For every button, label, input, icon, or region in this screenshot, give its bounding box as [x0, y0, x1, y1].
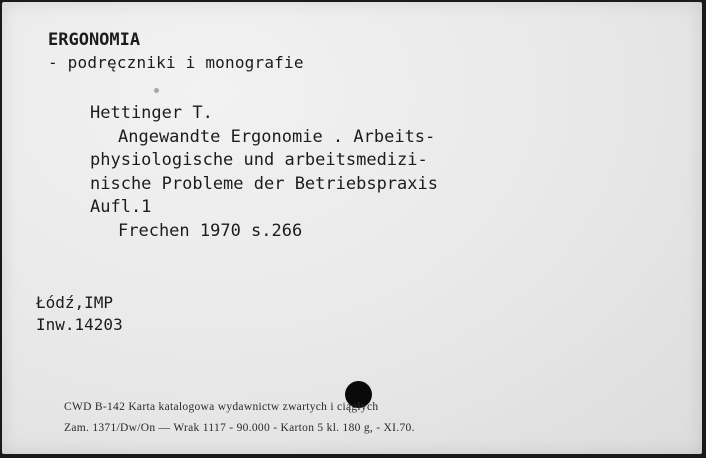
catalog-card: [2, 2, 702, 454]
holding-location: [36, 292, 123, 336]
author: Hettinger T.: [90, 103, 213, 123]
inventory-number: Inw.14203: [36, 315, 123, 334]
subject-subheading: - podręczniki i monografie: [48, 53, 304, 72]
title-line-1: Angewandte Ergonomie . Arbeits-: [118, 126, 436, 147]
edition: Aufl.1: [90, 197, 152, 217]
bibliographic-entry: [90, 102, 438, 243]
ink-speck: [154, 88, 159, 93]
card-imprint-line-2: Zam. 1371/Dw/On — Wrak 1117 - 90.000 - Karton 5 kl. 180 g, - XI.70.: [64, 422, 415, 434]
card-imprint-line-1: CWD B-142 Karta katalogowa wydawnictw zwartych i ciągłych: [64, 401, 379, 413]
library-place: Łódź,IMP: [36, 293, 114, 312]
title-line-2: physiologische und arbeitsmedizi-: [90, 150, 428, 170]
title-line-3: nische Probleme der Betriebspraxis: [90, 173, 438, 194]
imprint: Frechen 1970 s.266: [118, 220, 303, 241]
subject-heading: ERGONOMIA: [48, 30, 141, 50]
